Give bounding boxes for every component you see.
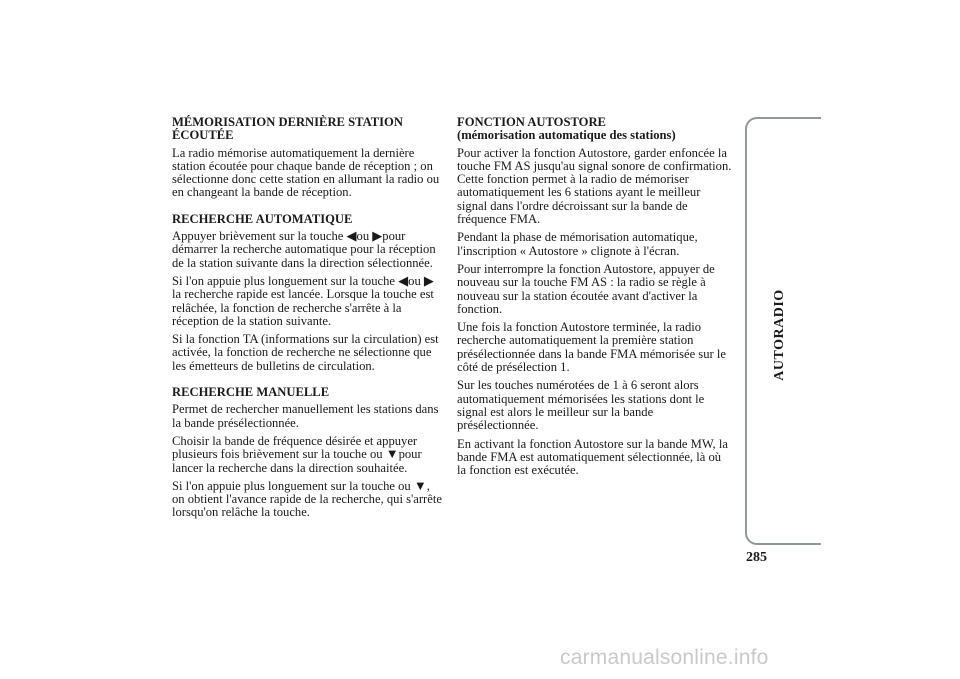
paragraph-auto-search-1: Appuyer brièvement sur la touche ◀ou ▶pour démarrer la recherche automatique pour la réception de la station suivante dans la direction sélectionnée. (172, 228, 436, 270)
paragraph-auto-search-2: Si l'on appuie plus longuement sur la touche ◀ou ▶ la recherche rapide est lancée. Lorsque la touche est relâchée, la fonction de recherche s'arrête à la réception de la station suivante. (172, 272, 434, 328)
down-arrow-icon: ▼ (385, 446, 399, 462)
right-arrow-icon: ▶ (423, 272, 434, 288)
paragraph-autostore-3: Pour interrompre la fonction Autostore, appuyer de nouveau sur la touche FM AS : la radio se règle à nouveau sur la station écoutée avant d'activer la fonction. (457, 261, 715, 316)
paragraph-autostore-1: Pour activer la fonction Autostore, garder enfoncée la touche FM AS jusqu'au signal sonore de confirmation. Cette fonction permet à la radio de mémoriser automatiquement les 6 stations ayant le meilleur signal dans l'ordre décroissant sur la bande de fréquence FMA. (457, 145, 732, 227)
paragraph-autostore-5: Sur les touches numérotées de 1 à 6 seront alors automatiquement mémorisées les stations dont le signal est alors le meilleur sur la bande présélectionnée. (457, 378, 705, 433)
paragraph-manual-search-3: Si l'on appuie plus longuement sur la touche ou ▼, on obtient l'avance rapide de la recherche, qui s'arrête lorsqu'on relâche la touche. (172, 477, 442, 520)
heading-last-station: MÉMORISATION DERNIÈRE STATION ÉCOUTÉE (172, 115, 403, 143)
paragraph-autostore-2: Pendant la phase de mémorisation automatique, l'inscription « Autostore » clignote à l'écran. (457, 230, 698, 258)
left-arrow-icon: ◀ (398, 272, 409, 288)
paragraph-manual-search-2: Choisir la bande de fréquence désirée et appuyer plusieurs fois brièvement sur la touche ou ▼pour lancer la recherche dans la direction souhaitée. (172, 433, 422, 475)
right-column (457, 116, 733, 482)
paragraph-autostore-4: Une fois la fonction Autostore terminée, la radio recherche automatiquement la première station présélectionnée dans la bande FMA mémorisée sur le côté de présélection 1. (457, 320, 726, 375)
left-arrow-icon: ◀ (346, 228, 357, 244)
section-title: AUTORADIO (772, 289, 787, 381)
down-arrow-icon: ▼ (413, 477, 427, 493)
heading-auto-search: RECHERCHE AUTOMATIQUE (172, 211, 353, 226)
paragraph-last-station: La radio mémorise automatiquement la dernière station écoutée pour chaque bande de réception ; on sélectionne donc cette station en allumant la radio ou en changeant la bande de réception. (172, 145, 440, 200)
watermark: carmanualsonline.info (560, 646, 769, 669)
right-arrow-icon: ▶ (372, 228, 383, 244)
left-column (172, 116, 444, 525)
heading-autostore: FONCTION AUTOSTORE (mémorisation automatique des stations) (457, 115, 676, 143)
page-number: 285 (746, 550, 767, 565)
paragraph-manual-search-1: Permet de rechercher manuellement les stations dans la bande présélectionnée. (172, 402, 439, 430)
paragraph-auto-search-3: Si la fonction TA (informations sur la circulation) est activée, la fonction de recherche ne sélectionne que les émetteurs de bulletins de circulation. (172, 332, 439, 373)
paragraph-autostore-6: En activant la fonction Autostore sur la bande MW, la bande FMA est automatiquement sélectionnée, là où la fonction est exécutée. (457, 436, 728, 478)
heading-manual-search: RECHERCHE MANUELLE (172, 385, 330, 400)
